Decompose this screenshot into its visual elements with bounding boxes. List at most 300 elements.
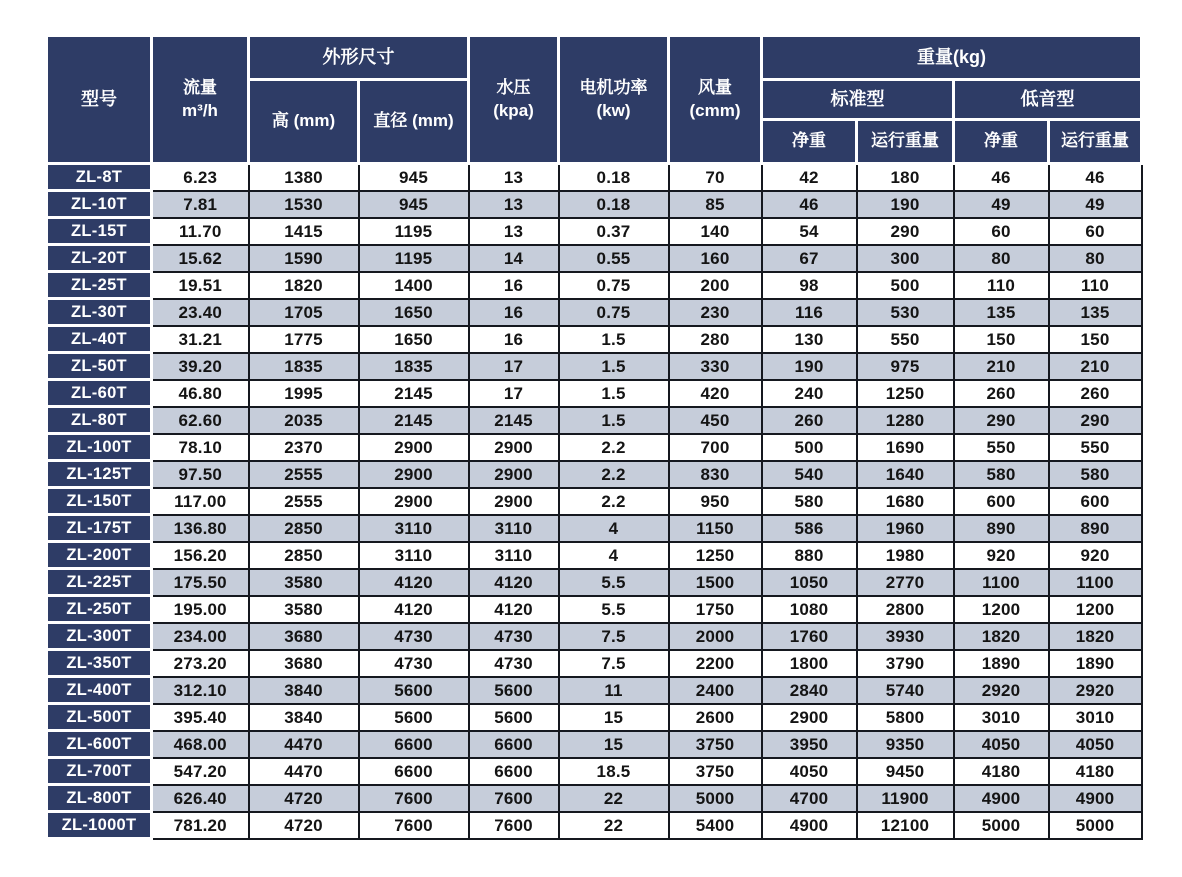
spec-value-cell: 2600 — [669, 704, 762, 731]
model-cell: ZL-400T — [47, 677, 152, 704]
spec-value-cell: 4120 — [469, 569, 559, 596]
spec-value-cell: 1775 — [249, 326, 359, 353]
spec-value-cell: 160 — [669, 245, 762, 272]
spec-value-cell: 9450 — [857, 758, 954, 785]
col-header-flow-line2: m³/h — [182, 100, 218, 120]
model-cell: ZL-600T — [47, 731, 152, 758]
spec-value-cell: 830 — [669, 461, 762, 488]
spec-value-cell: 17 — [469, 353, 559, 380]
col-header-model-label: 型号 — [81, 88, 117, 109]
spec-value-cell: 280 — [669, 326, 762, 353]
spec-value-cell: 3680 — [249, 623, 359, 650]
model-cell: ZL-15T — [47, 218, 152, 245]
spec-value-cell: 2145 — [359, 380, 469, 407]
model-cell: ZL-40T — [47, 326, 152, 353]
spec-value-cell: 15 — [559, 704, 669, 731]
spec-value-cell: 330 — [669, 353, 762, 380]
spec-value-cell: 98 — [762, 272, 857, 299]
spec-value-cell: 5800 — [857, 704, 954, 731]
model-cell: ZL-225T — [47, 569, 152, 596]
table-row — [47, 407, 1142, 434]
model-cell: ZL-60T — [47, 380, 152, 407]
spec-value-cell: 4050 — [954, 731, 1049, 758]
spec-value-cell: 290 — [1049, 407, 1142, 434]
spec-value-cell: 600 — [954, 488, 1049, 515]
spec-value-cell: 5000 — [669, 785, 762, 812]
spec-value-cell: 580 — [1049, 461, 1142, 488]
spec-value-cell: 290 — [857, 218, 954, 245]
spec-value-cell: 49 — [1049, 191, 1142, 218]
spec-value-cell: 9350 — [857, 731, 954, 758]
spec-value-cell: 586 — [762, 515, 857, 542]
spec-value-cell: 13 — [469, 218, 559, 245]
table-row — [47, 461, 1142, 488]
group-header-standard-type: 标准型 — [762, 80, 954, 120]
spec-value-cell: 12100 — [857, 812, 954, 839]
spec-value-cell: 3110 — [359, 515, 469, 542]
spec-value-cell: 4470 — [249, 758, 359, 785]
spec-value-cell: 300 — [857, 245, 954, 272]
model-cell: ZL-80T — [47, 407, 152, 434]
spec-value-cell: 135 — [1049, 299, 1142, 326]
col-header-operating-weight-low-noise: 运行重量 — [1049, 120, 1142, 164]
spec-value-cell: 312.10 — [152, 677, 249, 704]
table-row — [47, 434, 1142, 461]
spec-value-cell: 6600 — [359, 758, 469, 785]
spec-value-cell: 2770 — [857, 569, 954, 596]
spec-value-cell: 140 — [669, 218, 762, 245]
spec-value-cell: 2200 — [669, 650, 762, 677]
spec-value-cell: 500 — [857, 272, 954, 299]
spec-value-cell: 190 — [857, 191, 954, 218]
spec-value-cell: 273.20 — [152, 650, 249, 677]
spec-value-cell: 4720 — [249, 785, 359, 812]
spec-value-cell: 2555 — [249, 488, 359, 515]
spec-value-cell: 3010 — [1049, 704, 1142, 731]
spec-value-cell: 2800 — [857, 596, 954, 623]
spec-value-cell: 4050 — [762, 758, 857, 785]
table-row — [47, 299, 1142, 326]
spec-value-cell: 42 — [762, 164, 857, 191]
table-body — [47, 164, 1142, 839]
spec-value-cell: 1380 — [249, 164, 359, 191]
spec-value-cell: 0.18 — [559, 164, 669, 191]
spec-value-cell: 14 — [469, 245, 559, 272]
spec-value-cell: 60 — [1049, 218, 1142, 245]
spec-value-cell: 920 — [954, 542, 1049, 569]
table-row — [47, 164, 1142, 191]
spec-value-cell: 7600 — [469, 812, 559, 839]
table-row — [47, 731, 1142, 758]
table-row — [47, 542, 1142, 569]
table-row — [47, 623, 1142, 650]
spec-value-cell: 2850 — [249, 515, 359, 542]
spec-value-cell: 700 — [669, 434, 762, 461]
spec-value-cell: 1.5 — [559, 326, 669, 353]
spec-value-cell: 1820 — [1049, 623, 1142, 650]
spec-value-cell: 5.5 — [559, 569, 669, 596]
spec-value-cell: 5600 — [359, 704, 469, 731]
table-row — [47, 353, 1142, 380]
spec-value-cell: 46 — [954, 164, 1049, 191]
spec-value-cell: 0.37 — [559, 218, 669, 245]
spec-value-cell: 781.20 — [152, 812, 249, 839]
spec-value-cell: 3580 — [249, 596, 359, 623]
spec-value-cell: 2920 — [1049, 677, 1142, 704]
spec-value-cell: 3840 — [249, 677, 359, 704]
spec-value-cell: 1200 — [1049, 596, 1142, 623]
spec-value-cell: 5600 — [359, 677, 469, 704]
col-header-flow-line1: 流量 — [183, 78, 217, 98]
spec-value-cell: 3010 — [954, 704, 1049, 731]
spec-value-cell: 1760 — [762, 623, 857, 650]
spec-value-cell: 2000 — [669, 623, 762, 650]
spec-value-cell: 1960 — [857, 515, 954, 542]
spec-value-cell: 62.60 — [152, 407, 249, 434]
spec-value-cell: 260 — [762, 407, 857, 434]
spec-value-cell: 2400 — [669, 677, 762, 704]
spec-value-cell: 1820 — [954, 623, 1049, 650]
spec-value-cell: 1500 — [669, 569, 762, 596]
spec-value-cell: 2900 — [469, 434, 559, 461]
spec-value-cell: 135 — [954, 299, 1049, 326]
spec-value-cell: 19.51 — [152, 272, 249, 299]
model-cell: ZL-150T — [47, 488, 152, 515]
spec-value-cell: 200 — [669, 272, 762, 299]
spec-value-cell: 4180 — [1049, 758, 1142, 785]
spec-value-cell: 260 — [1049, 380, 1142, 407]
spec-value-cell: 890 — [1049, 515, 1142, 542]
table-row — [47, 218, 1142, 245]
group-header-dimensions: 外形尺寸 — [249, 36, 469, 80]
spec-value-cell: 2900 — [469, 488, 559, 515]
col-header-motor-power-line2: (kw) — [596, 100, 631, 120]
spec-value-cell: 890 — [954, 515, 1049, 542]
spec-value-cell: 580 — [762, 488, 857, 515]
spec-value-cell: 78.10 — [152, 434, 249, 461]
model-cell: ZL-800T — [47, 785, 152, 812]
spec-value-cell: 1400 — [359, 272, 469, 299]
spec-value-cell: 4 — [559, 542, 669, 569]
spec-value-cell: 3110 — [469, 542, 559, 569]
spec-value-cell: 1890 — [1049, 650, 1142, 677]
spec-value-cell: 2.2 — [559, 488, 669, 515]
group-header-low-noise-type: 低音型 — [954, 80, 1142, 120]
spec-value-cell: 950 — [669, 488, 762, 515]
table-row — [47, 704, 1142, 731]
spec-value-cell: 550 — [954, 434, 1049, 461]
col-header-motor-power — [559, 36, 669, 164]
col-header-air-volume-line1: 风量 — [698, 78, 732, 98]
spec-value-cell: 4470 — [249, 731, 359, 758]
table-row — [47, 758, 1142, 785]
spec-value-cell: 195.00 — [152, 596, 249, 623]
table-row — [47, 380, 1142, 407]
spec-value-cell: 0.55 — [559, 245, 669, 272]
model-cell: ZL-30T — [47, 299, 152, 326]
spec-value-cell: 49 — [954, 191, 1049, 218]
spec-value-cell: 54 — [762, 218, 857, 245]
spec-value-cell: 1.5 — [559, 353, 669, 380]
spec-value-cell: 4700 — [762, 785, 857, 812]
spec-value-cell: 2145 — [469, 407, 559, 434]
spec-value-cell: 2840 — [762, 677, 857, 704]
spec-value-cell: 2555 — [249, 461, 359, 488]
spec-value-cell: 1250 — [669, 542, 762, 569]
spec-value-cell: 2900 — [359, 488, 469, 515]
spec-value-cell: 150 — [1049, 326, 1142, 353]
model-cell: ZL-175T — [47, 515, 152, 542]
spec-value-cell: 80 — [1049, 245, 1142, 272]
spec-value-cell: 550 — [1049, 434, 1142, 461]
spec-value-cell: 945 — [359, 191, 469, 218]
spec-value-cell: 4730 — [359, 650, 469, 677]
table-row — [47, 326, 1142, 353]
spec-value-cell: 5740 — [857, 677, 954, 704]
spec-value-cell: 240 — [762, 380, 857, 407]
spec-value-cell: 2900 — [469, 461, 559, 488]
spec-value-cell: 230 — [669, 299, 762, 326]
spec-value-cell: 2145 — [359, 407, 469, 434]
table-row — [47, 191, 1142, 218]
spec-value-cell: 18.5 — [559, 758, 669, 785]
spec-value-cell: 547.20 — [152, 758, 249, 785]
col-header-water-pressure-line1: 水压 — [496, 78, 531, 98]
model-cell: ZL-300T — [47, 623, 152, 650]
spec-value-cell: 210 — [1049, 353, 1142, 380]
spec-value-cell: 7600 — [359, 812, 469, 839]
spec-value-cell: 975 — [857, 353, 954, 380]
spec-value-cell: 6600 — [359, 731, 469, 758]
col-header-motor-power-line1: 电机功率 — [579, 78, 648, 98]
spec-value-cell: 16 — [469, 272, 559, 299]
spec-value-cell: 67 — [762, 245, 857, 272]
spec-value-cell: 180 — [857, 164, 954, 191]
group-header-weight: 重量(kg) — [762, 36, 1142, 80]
spec-value-cell: 2.2 — [559, 461, 669, 488]
spec-value-cell: 1100 — [954, 569, 1049, 596]
spec-value-cell: 4720 — [249, 812, 359, 839]
spec-value-cell: 39.20 — [152, 353, 249, 380]
model-cell: ZL-8T — [47, 164, 152, 191]
model-cell: ZL-10T — [47, 191, 152, 218]
spec-value-cell: 110 — [1049, 272, 1142, 299]
spec-value-cell: 1150 — [669, 515, 762, 542]
spec-value-cell: 1415 — [249, 218, 359, 245]
spec-value-cell: 1750 — [669, 596, 762, 623]
spec-value-cell: 23.40 — [152, 299, 249, 326]
col-header-diameter: 直径 (mm) — [359, 80, 469, 164]
col-header-water-pressure — [469, 36, 559, 164]
spec-value-cell: 4730 — [469, 650, 559, 677]
spec-value-cell: 1650 — [359, 326, 469, 353]
spec-value-cell: 1250 — [857, 380, 954, 407]
spec-value-cell: 234.00 — [152, 623, 249, 650]
spec-value-cell: 1650 — [359, 299, 469, 326]
spec-value-cell: 1980 — [857, 542, 954, 569]
spec-value-cell: 5600 — [469, 704, 559, 731]
model-cell: ZL-125T — [47, 461, 152, 488]
spec-value-cell: 46 — [1049, 164, 1142, 191]
spec-value-cell: 5000 — [1049, 812, 1142, 839]
spec-value-cell: 3750 — [669, 731, 762, 758]
table-row — [47, 812, 1142, 839]
spec-value-cell: 1690 — [857, 434, 954, 461]
spec-value-cell: 7.5 — [559, 650, 669, 677]
spec-value-cell: 1590 — [249, 245, 359, 272]
spec-value-cell: 2.2 — [559, 434, 669, 461]
model-cell: ZL-25T — [47, 272, 152, 299]
spec-value-cell: 13 — [469, 164, 559, 191]
spec-value-cell: 1890 — [954, 650, 1049, 677]
spec-value-cell: 2850 — [249, 542, 359, 569]
spec-value-cell: 4730 — [469, 623, 559, 650]
spec-value-cell: 395.40 — [152, 704, 249, 731]
spec-value-cell: 6.23 — [152, 164, 249, 191]
table-row — [47, 785, 1142, 812]
model-cell: ZL-700T — [47, 758, 152, 785]
table-row — [47, 569, 1142, 596]
spec-value-cell: 2900 — [359, 434, 469, 461]
spec-value-cell: 3110 — [469, 515, 559, 542]
spec-value-cell: 2035 — [249, 407, 359, 434]
spec-value-cell: 2900 — [762, 704, 857, 731]
spec-value-cell: 626.40 — [152, 785, 249, 812]
col-header-net-weight-low-noise: 净重 — [954, 120, 1049, 164]
spec-value-cell: 5400 — [669, 812, 762, 839]
table-row — [47, 677, 1142, 704]
spec-value-cell: 1835 — [249, 353, 359, 380]
spec-value-cell: 3790 — [857, 650, 954, 677]
spec-value-cell: 0.75 — [559, 299, 669, 326]
spec-value-cell: 6600 — [469, 758, 559, 785]
spec-value-cell: 3840 — [249, 704, 359, 731]
spec-value-cell: 1200 — [954, 596, 1049, 623]
spec-value-cell: 4180 — [954, 758, 1049, 785]
spec-value-cell: 85 — [669, 191, 762, 218]
spec-value-cell: 2370 — [249, 434, 359, 461]
spec-value-cell: 1280 — [857, 407, 954, 434]
spec-value-cell: 70 — [669, 164, 762, 191]
col-header-net-weight-standard: 净重 — [762, 120, 857, 164]
spec-value-cell: 1050 — [762, 569, 857, 596]
spec-value-cell: 500 — [762, 434, 857, 461]
model-cell: ZL-500T — [47, 704, 152, 731]
spec-value-cell: 290 — [954, 407, 1049, 434]
spec-value-cell: 1835 — [359, 353, 469, 380]
spec-value-cell: 15.62 — [152, 245, 249, 272]
spec-value-cell: 1530 — [249, 191, 359, 218]
spec-value-cell: 22 — [559, 812, 669, 839]
spec-value-cell: 530 — [857, 299, 954, 326]
spec-value-cell: 97.50 — [152, 461, 249, 488]
spec-value-cell: 880 — [762, 542, 857, 569]
spec-value-cell: 46 — [762, 191, 857, 218]
spec-value-cell: 945 — [359, 164, 469, 191]
spec-value-cell: 16 — [469, 326, 559, 353]
spec-value-cell: 13 — [469, 191, 559, 218]
spec-value-cell: 15 — [559, 731, 669, 758]
spec-value-cell: 7600 — [469, 785, 559, 812]
spec-value-cell: 3950 — [762, 731, 857, 758]
spec-value-cell: 3680 — [249, 650, 359, 677]
spec-value-cell: 1195 — [359, 245, 469, 272]
spec-value-cell: 4730 — [359, 623, 469, 650]
spec-value-cell: 260 — [954, 380, 1049, 407]
col-header-operating-weight-standard: 运行重量 — [857, 120, 954, 164]
model-cell: ZL-200T — [47, 542, 152, 569]
spec-value-cell: 4900 — [954, 785, 1049, 812]
spec-value-cell: 150 — [954, 326, 1049, 353]
spec-value-cell: 1640 — [857, 461, 954, 488]
table-row — [47, 650, 1142, 677]
spec-value-cell: 5000 — [954, 812, 1049, 839]
spec-value-cell: 600 — [1049, 488, 1142, 515]
spec-value-cell: 920 — [1049, 542, 1142, 569]
spec-value-cell: 2900 — [359, 461, 469, 488]
spec-value-cell: 136.80 — [152, 515, 249, 542]
spec-value-cell: 468.00 — [152, 731, 249, 758]
spec-value-cell: 3110 — [359, 542, 469, 569]
spec-value-cell: 580 — [954, 461, 1049, 488]
spec-value-cell: 210 — [954, 353, 1049, 380]
spec-value-cell: 1195 — [359, 218, 469, 245]
model-cell: ZL-100T — [47, 434, 152, 461]
model-cell: ZL-350T — [47, 650, 152, 677]
spec-value-cell: 22 — [559, 785, 669, 812]
spec-value-cell: 1995 — [249, 380, 359, 407]
spec-value-cell: 17 — [469, 380, 559, 407]
model-cell: ZL-1000T — [47, 812, 152, 839]
spec-value-cell: 16 — [469, 299, 559, 326]
spec-value-cell: 4050 — [1049, 731, 1142, 758]
spec-value-cell: 117.00 — [152, 488, 249, 515]
spec-value-cell: 1.5 — [559, 407, 669, 434]
spec-value-cell: 4900 — [762, 812, 857, 839]
spec-value-cell: 3750 — [669, 758, 762, 785]
model-cell: ZL-250T — [47, 596, 152, 623]
spec-value-cell: 1080 — [762, 596, 857, 623]
spec-value-cell: 0.18 — [559, 191, 669, 218]
spec-value-cell: 7600 — [359, 785, 469, 812]
model-cell: ZL-20T — [47, 245, 152, 272]
spec-value-cell: 4900 — [1049, 785, 1142, 812]
spec-value-cell: 1820 — [249, 272, 359, 299]
table-row — [47, 272, 1142, 299]
model-spec-table — [45, 34, 1143, 840]
spec-value-cell: 0.75 — [559, 272, 669, 299]
spec-value-cell: 5.5 — [559, 596, 669, 623]
col-header-model — [47, 36, 152, 164]
spec-value-cell: 110 — [954, 272, 1049, 299]
spec-value-cell: 2920 — [954, 677, 1049, 704]
spec-value-cell: 1800 — [762, 650, 857, 677]
table-row — [47, 488, 1142, 515]
spec-value-cell: 6600 — [469, 731, 559, 758]
col-header-flow — [152, 36, 249, 164]
spec-value-cell: 4 — [559, 515, 669, 542]
spec-value-cell: 46.80 — [152, 380, 249, 407]
spec-value-cell: 11 — [559, 677, 669, 704]
spec-value-cell: 1705 — [249, 299, 359, 326]
spec-value-cell: 4120 — [469, 596, 559, 623]
model-cell: ZL-50T — [47, 353, 152, 380]
spec-value-cell: 5600 — [469, 677, 559, 704]
spec-value-cell: 60 — [954, 218, 1049, 245]
table-row — [47, 515, 1142, 542]
spec-value-cell: 4120 — [359, 569, 469, 596]
col-header-air-volume — [669, 36, 762, 164]
